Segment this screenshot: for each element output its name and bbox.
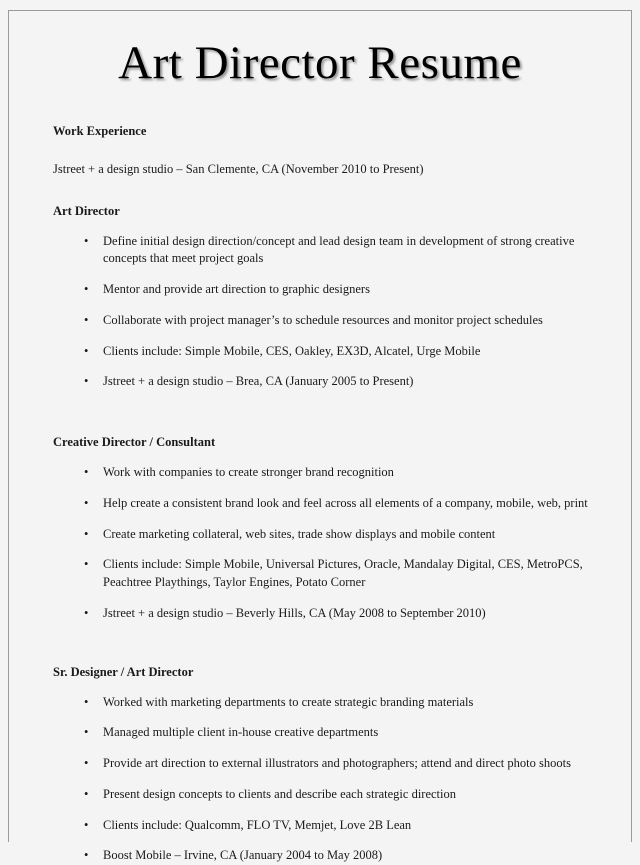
bullet-icon: • — [84, 786, 89, 801]
bullet-icon: • — [84, 848, 89, 863]
bullet-icon: • — [84, 282, 89, 297]
bullet-icon: • — [84, 495, 89, 510]
list-item-text: Worked with marketing departments to create strategic branding materials — [103, 694, 474, 709]
page-title: Art Director Resume — [118, 37, 522, 89]
list-item-text: Help create a consistent brand look and feel across all elements of a company, mobile, web, print — [103, 495, 588, 510]
list-item-text: Jstreet + a design studio – Brea, CA (January 2005 to Present) — [103, 374, 414, 389]
list-item — [53, 556, 601, 592]
list-item-text: Clients include: Simple Mobile, CES, Oakley, EX3D, Alcatel, Urge Mobile — [103, 343, 481, 358]
section-heading-creative-director-consultant: Creative Director / Consultant — [53, 435, 216, 450]
list-item — [53, 694, 601, 712]
bullet-icon: • — [84, 526, 89, 541]
list-item — [53, 786, 601, 804]
resume-page — [8, 10, 632, 863]
list-item — [53, 526, 601, 544]
list-item-text: Clients include: Qualcomm, FLO TV, Memjet, Love 2B Lean — [103, 817, 412, 832]
bullet-icon: • — [84, 694, 89, 709]
bullet-icon: • — [84, 557, 89, 572]
section-heading-sr-designer-art-director: Sr. Designer / Art Director — [53, 664, 194, 679]
list-item — [53, 312, 601, 330]
bullet-list-art-director — [53, 233, 601, 392]
list-item — [53, 373, 601, 391]
section-heading-work-experience: Work Experience — [53, 124, 147, 139]
list-item — [53, 464, 601, 482]
bullet-list-sr-designer-art-director — [53, 694, 601, 865]
list-item — [53, 724, 601, 742]
list-item-text: Create marketing collateral, web sites, trade show displays and mobile content — [103, 526, 496, 541]
bullet-icon: • — [84, 312, 89, 327]
work-experience-lead-line: Jstreet + a design studio – San Clemente, CA (November 2010 to Present) — [53, 162, 424, 177]
list-item-text: Define initial design direction/concept and lead design team in development of strong creative concepts that meet project goals — [103, 233, 575, 266]
list-item — [53, 605, 601, 623]
list-item — [53, 233, 601, 269]
list-item-text: Work with companies to create stronger brand recognition — [103, 465, 394, 480]
bullet-icon: • — [84, 233, 89, 248]
list-item — [53, 495, 601, 513]
list-item — [53, 847, 601, 865]
list-item-text: Collaborate with project manager’s to schedule resources and monitor project schedules — [103, 312, 543, 327]
list-item-text: Jstreet + a design studio – Beverly Hills, CA (May 2008 to September 2010) — [103, 605, 486, 620]
bullet-icon: • — [84, 725, 89, 740]
list-item — [53, 281, 601, 299]
bullet-icon: • — [84, 605, 89, 620]
list-item-text: Boost Mobile – Irvine, CA (January 2004 to May 2008) — [103, 848, 383, 863]
bullet-icon: • — [84, 343, 89, 358]
bullet-icon: • — [84, 756, 89, 771]
list-item — [53, 817, 601, 835]
resume-body — [9, 124, 631, 865]
bullet-list-creative-director-consultant — [53, 464, 601, 623]
list-item — [53, 755, 601, 773]
bullet-icon: • — [84, 817, 89, 832]
list-item-text: Managed multiple client in-house creative departments — [103, 725, 379, 740]
section-heading-art-director: Art Director — [53, 203, 120, 218]
list-item-text: Mentor and provide art direction to graphic designers — [103, 282, 370, 297]
bullet-icon: • — [84, 465, 89, 480]
list-item-text: Present design concepts to clients and describe each strategic direction — [103, 786, 456, 801]
list-item-text: Clients include: Simple Mobile, Universal Pictures, Oracle, Mandalay Digital, CES, MetroPCS, Peachtree Playthings, Taylor Engines, Potato Corner — [103, 557, 583, 590]
bullet-icon: • — [84, 374, 89, 389]
list-item — [53, 343, 601, 361]
list-item-text: Provide art direction to external illustrators and photographers; attend and direct photo shoots — [103, 756, 571, 771]
